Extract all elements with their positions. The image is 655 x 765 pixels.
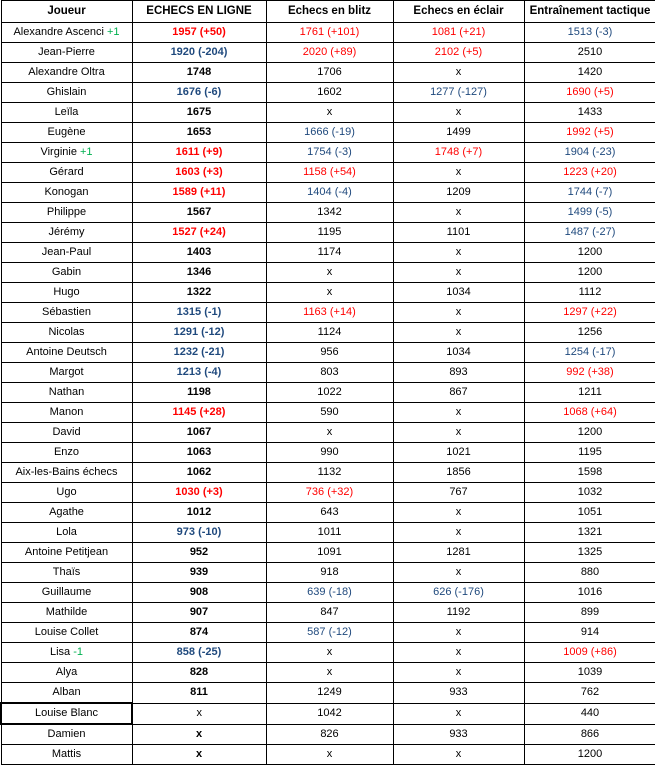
player-rank-change: -1	[73, 646, 84, 658]
echecs-en-ligne-cell[interactable]: 1067	[132, 423, 266, 443]
table-row	[1, 443, 655, 463]
echecs-en-ligne-cell[interactable]: 1748	[132, 63, 266, 83]
player-name-cell[interactable]	[1, 103, 132, 123]
table-row	[1, 183, 655, 203]
table-row	[1, 603, 655, 623]
echecs-en-eclair-cell[interactable]: x	[393, 563, 524, 583]
entrainement-tactique-cell[interactable]: 1513 (-3)	[524, 23, 655, 43]
entrainement-tactique-cell[interactable]: 1009 (+86)	[524, 643, 655, 663]
echecs-en-blitz-cell[interactable]: 1174	[266, 243, 393, 263]
player-name-cell[interactable]	[1, 83, 132, 103]
entrainement-tactique-cell[interactable]: 1051	[524, 503, 655, 523]
player-name: Gabin	[51, 266, 82, 278]
player-name: Louise Blanc	[35, 707, 98, 719]
echecs-en-eclair-cell[interactable]: x	[393, 243, 524, 263]
entrainement-tactique-cell[interactable]: 914	[524, 623, 655, 643]
table-row	[1, 745, 655, 765]
player-name: Lola	[56, 526, 77, 538]
echecs-en-eclair-cell[interactable]: 1192	[393, 603, 524, 623]
table-row	[1, 403, 655, 423]
entrainement-tactique-cell[interactable]: 1200	[524, 745, 655, 765]
table-row	[1, 583, 655, 603]
echecs-en-eclair-cell[interactable]: 1281	[393, 543, 524, 563]
echecs-en-blitz-cell[interactable]: 1022	[266, 383, 393, 403]
echecs-en-eclair-cell[interactable]: x	[393, 523, 524, 543]
echecs-en-blitz-cell[interactable]: 1249	[266, 683, 393, 704]
column-header-joueur: Joueur	[1, 1, 132, 23]
echecs-en-eclair-cell[interactable]: x	[393, 403, 524, 423]
player-name: Jean-Paul	[41, 246, 92, 258]
entrainement-tactique-cell[interactable]: 1325	[524, 543, 655, 563]
echecs-en-eclair-cell[interactable]: 1101	[393, 223, 524, 243]
echecs-en-ligne-cell[interactable]: 1676 (-6)	[132, 83, 266, 103]
player-name-cell[interactable]	[1, 263, 132, 283]
echecs-en-eclair-cell[interactable]: x	[393, 663, 524, 683]
echecs-en-ligne-cell[interactable]: 1567	[132, 203, 266, 223]
entrainement-tactique-cell[interactable]: 1068 (+64)	[524, 403, 655, 423]
player-name: Louise Collet	[34, 626, 99, 638]
echecs-en-eclair-cell[interactable]: x	[393, 643, 524, 663]
table-row	[1, 123, 655, 143]
player-name: Mattis	[51, 748, 82, 760]
echecs-en-ligne-cell[interactable]: 1291 (-12)	[132, 323, 266, 343]
player-name: Gérard	[49, 166, 84, 178]
player-name: Aix-les-Bains échecs	[15, 466, 118, 478]
player-name: Hugo	[53, 286, 80, 298]
entrainement-tactique-cell[interactable]: 1321	[524, 523, 655, 543]
entrainement-tactique-cell[interactable]: 992 (+38)	[524, 363, 655, 383]
echecs-en-ligne-cell[interactable]: x	[132, 703, 266, 724]
player-name: Ugo	[56, 486, 77, 498]
entrainement-tactique-cell[interactable]: 1200	[524, 423, 655, 443]
entrainement-tactique-cell[interactable]: 1223 (+20)	[524, 163, 655, 183]
player-name: Eugène	[47, 126, 86, 138]
echecs-en-ligne-cell[interactable]: 1322	[132, 283, 266, 303]
player-name: Antoine Deutsch	[26, 346, 107, 358]
player-name-cell[interactable]	[1, 43, 132, 63]
echecs-en-eclair-cell[interactable]: x	[393, 303, 524, 323]
echecs-en-blitz-cell[interactable]: 1124	[266, 323, 393, 343]
player-name-cell[interactable]	[1, 643, 132, 663]
echecs-en-blitz-cell[interactable]: x	[266, 283, 393, 303]
echecs-en-ligne-cell[interactable]: 1527 (+24)	[132, 223, 266, 243]
echecs-en-blitz-cell[interactable]: 847	[266, 603, 393, 623]
player-name: Alexandre Oltra	[28, 66, 105, 78]
entrainement-tactique-cell[interactable]: 1016	[524, 583, 655, 603]
table-row	[1, 163, 655, 183]
table-row	[1, 203, 655, 223]
table-row	[1, 303, 655, 323]
table-row	[1, 724, 655, 745]
table-row	[1, 463, 655, 483]
table-row	[1, 283, 655, 303]
entrainement-tactique-cell[interactable]: 1904 (-23)	[524, 143, 655, 163]
echecs-en-ligne-cell[interactable]: 1611 (+9)	[132, 143, 266, 163]
entrainement-tactique-cell[interactable]: 1499 (-5)	[524, 203, 655, 223]
table-row	[1, 223, 655, 243]
player-name-cell[interactable]	[1, 203, 132, 223]
player-name: Philippe	[46, 206, 87, 218]
echecs-en-eclair-cell[interactable]: 1034	[393, 343, 524, 363]
echecs-en-blitz-cell[interactable]: 1666 (-19)	[266, 123, 393, 143]
player-name-cell[interactable]	[1, 63, 132, 83]
column-header-echecs-en-eclair: Echecs en éclair	[393, 1, 524, 23]
player-name-cell[interactable]	[1, 363, 132, 383]
table-row	[1, 343, 655, 363]
echecs-en-ligne-cell[interactable]: 1675	[132, 103, 266, 123]
player-name: Margot	[49, 366, 84, 378]
echecs-en-blitz-cell[interactable]: 1163 (+14)	[266, 303, 393, 323]
entrainement-tactique-cell[interactable]: 1032	[524, 483, 655, 503]
echecs-en-blitz-cell[interactable]: x	[266, 423, 393, 443]
echecs-en-ligne-cell[interactable]: 907	[132, 603, 266, 623]
entrainement-tactique-cell[interactable]: 1598	[524, 463, 655, 483]
player-name: David	[52, 426, 81, 438]
echecs-en-eclair-cell[interactable]: 893	[393, 363, 524, 383]
entrainement-tactique-cell[interactable]: 1112	[524, 283, 655, 303]
player-name-cell[interactable]	[1, 623, 132, 643]
echecs-en-ligne-cell[interactable]: 1213 (-4)	[132, 363, 266, 383]
player-name: Jean-Pierre	[38, 46, 95, 58]
echecs-en-eclair-cell[interactable]: x	[393, 103, 524, 123]
player-name: Alban	[52, 686, 81, 698]
echecs-en-eclair-cell[interactable]: x	[393, 503, 524, 523]
echecs-en-ligne-cell[interactable]: 858 (-25)	[132, 643, 266, 663]
echecs-en-eclair-cell[interactable]: x	[393, 63, 524, 83]
entrainement-tactique-cell[interactable]: 2510	[524, 43, 655, 63]
echecs-en-blitz-cell[interactable]: x	[266, 745, 393, 765]
echecs-en-blitz-cell[interactable]: 990	[266, 443, 393, 463]
table-row	[1, 263, 655, 283]
table-row	[1, 63, 655, 83]
echecs-en-blitz-cell[interactable]: 643	[266, 503, 393, 523]
echecs-en-ligne-cell[interactable]: 908	[132, 583, 266, 603]
echecs-en-ligne-cell[interactable]: 1062	[132, 463, 266, 483]
table-row	[1, 23, 655, 43]
echecs-en-eclair-cell[interactable]: x	[393, 423, 524, 443]
player-name: Manon	[49, 406, 84, 418]
echecs-en-eclair-cell[interactable]: 1081 (+21)	[393, 23, 524, 43]
echecs-en-ligne-cell[interactable]: x	[132, 745, 266, 765]
entrainement-tactique-cell[interactable]: 1195	[524, 443, 655, 463]
entrainement-tactique-cell[interactable]: 1200	[524, 243, 655, 263]
table-row	[1, 383, 655, 403]
player-name-cell[interactable]	[1, 143, 132, 163]
player-rank-change: +1	[107, 26, 120, 38]
echecs-en-ligne-cell[interactable]: 952	[132, 543, 266, 563]
player-name-cell[interactable]	[1, 183, 132, 203]
entrainement-tactique-cell[interactable]: 1297 (+22)	[524, 303, 655, 323]
echecs-en-eclair-cell[interactable]: 1499	[393, 123, 524, 143]
table-row	[1, 43, 655, 63]
echecs-en-ligne-cell[interactable]: 939	[132, 563, 266, 583]
echecs-en-eclair-cell[interactable]: x	[393, 323, 524, 343]
player-name-cell[interactable]	[1, 603, 132, 623]
echecs-en-blitz-cell[interactable]: 1706	[266, 63, 393, 83]
echecs-en-ligne-cell[interactable]: 1198	[132, 383, 266, 403]
echecs-en-eclair-cell[interactable]: x	[393, 703, 524, 724]
echecs-en-blitz-cell[interactable]: 1011	[266, 523, 393, 543]
echecs-en-ligne-cell[interactable]: 1403	[132, 243, 266, 263]
echecs-en-blitz-cell[interactable]: 1761 (+101)	[266, 23, 393, 43]
entrainement-tactique-cell[interactable]: 1487 (-27)	[524, 223, 655, 243]
table-row	[1, 243, 655, 263]
player-name: Agathe	[49, 506, 84, 518]
player-rank-change: +1	[80, 146, 93, 158]
echecs-en-ligne-cell[interactable]: 1030 (+3)	[132, 483, 266, 503]
entrainement-tactique-cell[interactable]: 1256	[524, 323, 655, 343]
echecs-en-eclair-cell[interactable]: 1856	[393, 463, 524, 483]
echecs-en-ligne-cell[interactable]: x	[132, 724, 266, 745]
player-name: Mathilde	[45, 606, 88, 618]
player-name: Nicolas	[48, 326, 85, 338]
echecs-en-ligne-cell[interactable]: 1012	[132, 503, 266, 523]
player-name-cell[interactable]	[1, 443, 132, 463]
entrainement-tactique-cell[interactable]: 1200	[524, 263, 655, 283]
player-name: Lisa	[49, 646, 74, 658]
echecs-en-eclair-cell[interactable]: 1277 (-127)	[393, 83, 524, 103]
table-row	[1, 623, 655, 643]
player-name-cell[interactable]	[1, 683, 132, 704]
echecs-en-blitz-cell[interactable]: 803	[266, 363, 393, 383]
echecs-en-blitz-cell[interactable]: 1602	[266, 83, 393, 103]
player-name: Nathan	[48, 386, 85, 398]
table-row	[1, 683, 655, 704]
player-name-cell[interactable]	[1, 724, 132, 745]
table-body	[1, 23, 655, 765]
player-name-cell[interactable]	[1, 583, 132, 603]
player-name-cell[interactable]	[1, 523, 132, 543]
player-name-cell[interactable]	[1, 243, 132, 263]
player-name: Jérémy	[48, 226, 85, 238]
echecs-en-blitz-cell[interactable]: 639 (-18)	[266, 583, 393, 603]
echecs-en-ligne-cell[interactable]: 1957 (+50)	[132, 23, 266, 43]
echecs-en-eclair-cell[interactable]: 1034	[393, 283, 524, 303]
table-row	[1, 483, 655, 503]
echecs-en-ligne-cell[interactable]: 973 (-10)	[132, 523, 266, 543]
player-name-cell[interactable]	[1, 663, 132, 683]
echecs-en-eclair-cell[interactable]: 867	[393, 383, 524, 403]
player-name: Guillaume	[41, 586, 92, 598]
echecs-en-ligne-cell[interactable]: 1063	[132, 443, 266, 463]
player-name: Leïla	[54, 106, 79, 118]
player-name-cell[interactable]	[1, 123, 132, 143]
echecs-en-blitz-cell[interactable]: 1404 (-4)	[266, 183, 393, 203]
echecs-en-blitz-cell[interactable]: 918	[266, 563, 393, 583]
player-name: Konogan	[44, 186, 89, 198]
echecs-en-blitz-cell[interactable]: 2020 (+89)	[266, 43, 393, 63]
column-header-echecs-en-ligne: ECHECS EN LIGNE	[132, 1, 266, 23]
echecs-en-blitz-cell[interactable]: 1132	[266, 463, 393, 483]
player-name-cell[interactable]	[1, 483, 132, 503]
echecs-en-blitz-cell[interactable]: x	[266, 663, 393, 683]
player-name-cell[interactable]	[1, 343, 132, 363]
table-row	[1, 543, 655, 563]
player-name-cell[interactable]	[1, 23, 132, 43]
echecs-en-eclair-cell[interactable]: 1748 (+7)	[393, 143, 524, 163]
player-name-cell[interactable]	[1, 303, 132, 323]
echecs-en-blitz-cell[interactable]: 1091	[266, 543, 393, 563]
player-name-cell[interactable]	[1, 423, 132, 443]
echecs-en-blitz-cell[interactable]: 826	[266, 724, 393, 745]
echecs-en-eclair-cell[interactable]: x	[393, 263, 524, 283]
entrainement-tactique-cell[interactable]: 899	[524, 603, 655, 623]
player-name-cell[interactable]	[1, 283, 132, 303]
echecs-en-ligne-cell[interactable]: 1315 (-1)	[132, 303, 266, 323]
entrainement-tactique-cell[interactable]: 880	[524, 563, 655, 583]
entrainement-tactique-cell[interactable]: 866	[524, 724, 655, 745]
table-row	[1, 563, 655, 583]
table-row	[1, 323, 655, 343]
player-name-cell[interactable]	[1, 323, 132, 343]
entrainement-tactique-cell[interactable]: 1420	[524, 63, 655, 83]
entrainement-tactique-cell[interactable]: 1744 (-7)	[524, 183, 655, 203]
echecs-en-eclair-cell[interactable]: x	[393, 163, 524, 183]
echecs-en-ligne-cell[interactable]: 1653	[132, 123, 266, 143]
player-name: Thaïs	[52, 566, 81, 578]
echecs-en-blitz-cell[interactable]: 1754 (-3)	[266, 143, 393, 163]
echecs-en-ligne-cell[interactable]: 1346	[132, 263, 266, 283]
table-row	[1, 663, 655, 683]
player-name-cell[interactable]	[1, 563, 132, 583]
player-name-cell[interactable]	[1, 383, 132, 403]
table-row	[1, 503, 655, 523]
player-name: Damien	[47, 728, 86, 740]
player-name-cell[interactable]	[1, 463, 132, 483]
player-name: Ghislain	[46, 86, 87, 98]
echecs-en-blitz-cell[interactable]: 587 (-12)	[266, 623, 393, 643]
table-row	[1, 363, 655, 383]
echecs-en-eclair-cell[interactable]: 2102 (+5)	[393, 43, 524, 63]
echecs-en-eclair-cell[interactable]: x	[393, 745, 524, 765]
echecs-en-eclair-cell[interactable]: 1209	[393, 183, 524, 203]
echecs-en-eclair-cell[interactable]: 626 (-176)	[393, 583, 524, 603]
echecs-en-blitz-cell[interactable]: 736 (+32)	[266, 483, 393, 503]
echecs-en-ligne-cell[interactable]: 1603 (+3)	[132, 163, 266, 183]
entrainement-tactique-cell[interactable]: 1211	[524, 383, 655, 403]
table-row	[1, 143, 655, 163]
echecs-en-ligne-cell[interactable]: 1589 (+11)	[132, 183, 266, 203]
player-name-cell[interactable]	[1, 163, 132, 183]
echecs-en-blitz-cell[interactable]: x	[266, 643, 393, 663]
entrainement-tactique-cell[interactable]: 1690 (+5)	[524, 83, 655, 103]
echecs-en-blitz-cell[interactable]: 956	[266, 343, 393, 363]
table-row	[1, 103, 655, 123]
player-name: Virginie	[40, 146, 80, 158]
echecs-en-blitz-cell[interactable]: 1342	[266, 203, 393, 223]
entrainement-tactique-cell[interactable]: 1433	[524, 103, 655, 123]
echecs-en-ligne-cell[interactable]: 1145 (+28)	[132, 403, 266, 423]
echecs-en-eclair-cell[interactable]: 1021	[393, 443, 524, 463]
table-row	[1, 523, 655, 543]
entrainement-tactique-cell[interactable]: 1254 (-17)	[524, 343, 655, 363]
table-header	[1, 1, 655, 23]
echecs-en-eclair-cell[interactable]: x	[393, 203, 524, 223]
entrainement-tactique-cell[interactable]: 1039	[524, 663, 655, 683]
echecs-en-eclair-cell[interactable]: 933	[393, 724, 524, 745]
table-row	[1, 643, 655, 663]
echecs-en-ligne-cell[interactable]: 828	[132, 663, 266, 683]
echecs-en-eclair-cell[interactable]: x	[393, 623, 524, 643]
column-header-echecs-en-blitz: Echecs en blitz	[266, 1, 393, 23]
entrainement-tactique-cell[interactable]: 440	[524, 703, 655, 724]
echecs-en-blitz-cell[interactable]: x	[266, 263, 393, 283]
player-name-cell[interactable]	[1, 403, 132, 423]
echecs-en-ligne-cell[interactable]: 1920 (-204)	[132, 43, 266, 63]
player-name: Alexandre Ascenci	[13, 26, 107, 38]
echecs-en-ligne-cell[interactable]: 874	[132, 623, 266, 643]
entrainement-tactique-cell[interactable]: 762	[524, 683, 655, 704]
echecs-en-ligne-cell[interactable]: 1232 (-21)	[132, 343, 266, 363]
player-name: Antoine Petitjean	[24, 546, 109, 558]
table-row	[1, 83, 655, 103]
echecs-en-blitz-cell[interactable]: 1158 (+54)	[266, 163, 393, 183]
player-name: Enzo	[53, 446, 80, 458]
player-name: Alya	[55, 666, 78, 678]
player-name-cell[interactable]	[1, 543, 132, 563]
echecs-en-blitz-cell[interactable]: 590	[266, 403, 393, 423]
player-name-cell[interactable]	[1, 703, 132, 724]
player-name: Sébastien	[42, 306, 91, 318]
echecs-en-blitz-cell[interactable]: x	[266, 103, 393, 123]
echecs-en-eclair-cell[interactable]: 767	[393, 483, 524, 503]
column-header-entrainement-tactique: Entraînement tactique	[524, 1, 655, 23]
entrainement-tactique-cell[interactable]: 1992 (+5)	[524, 123, 655, 143]
echecs-en-blitz-cell[interactable]: 1195	[266, 223, 393, 243]
player-name-cell[interactable]	[1, 223, 132, 243]
player-name-cell[interactable]	[1, 503, 132, 523]
table-row	[1, 703, 655, 724]
echecs-en-blitz-cell[interactable]: 1042	[266, 703, 393, 724]
table-row	[1, 423, 655, 443]
player-name-cell[interactable]	[1, 745, 132, 765]
echecs-en-ligne-cell[interactable]: 811	[132, 683, 266, 704]
echecs-en-eclair-cell[interactable]: 933	[393, 683, 524, 704]
